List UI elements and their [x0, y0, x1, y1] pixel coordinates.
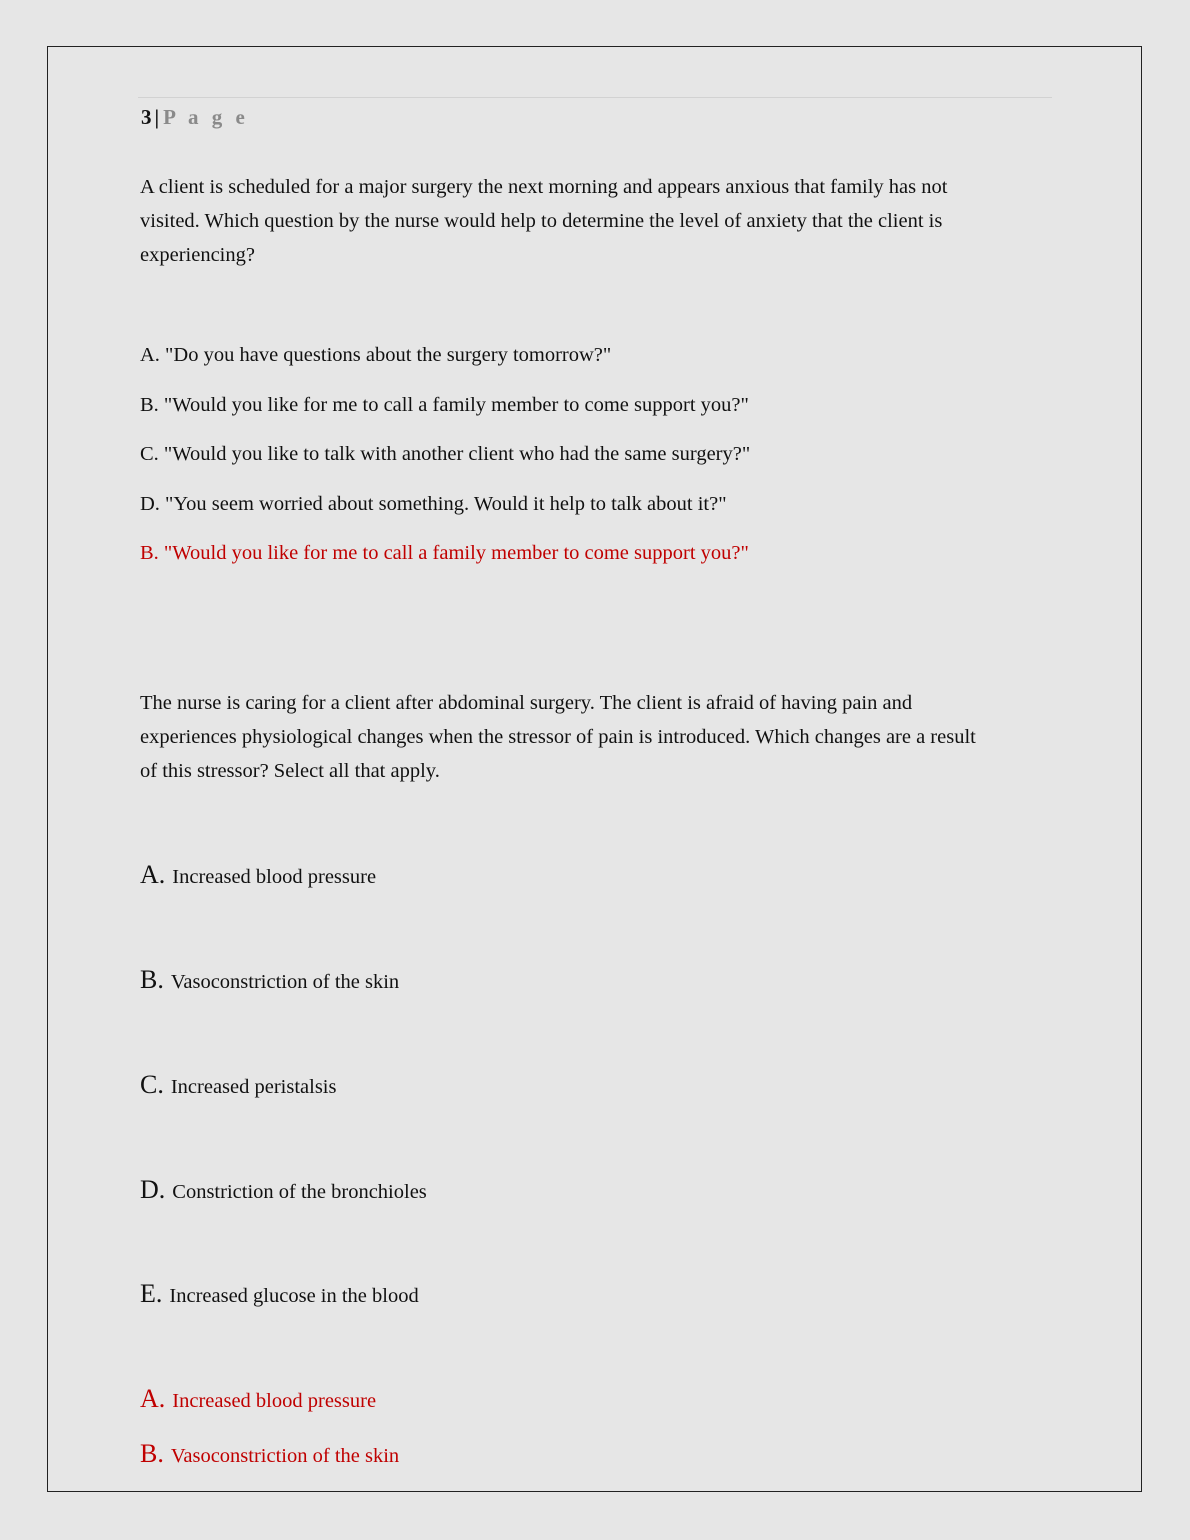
- q2-answer-b-text: Vasoconstriction of the skin: [170, 1445, 400, 1467]
- q2-option-d-text: Constriction of the bronchioles: [172, 1181, 427, 1203]
- q1-option-d: D. "You seem worried about something. Would it help to talk about it?": [140, 493, 727, 515]
- header-rule: [138, 97, 1052, 98]
- q1-answer: B. "Would you like for me to call a family member to come support you?": [140, 542, 749, 564]
- q2-answer-a-text: Increased blood pressure: [172, 1390, 377, 1412]
- q2-stem-line-3: of this stressor? Select all that apply.: [140, 760, 440, 782]
- q2-option-a-text: Increased blood pressure: [172, 866, 377, 888]
- q2-option-c-text: Increased peristalsis: [170, 1076, 337, 1098]
- q1-option-b: B. "Would you like for me to call a family member to come support you?": [140, 394, 749, 416]
- q1-stem-line-2: visited. Which question by the nurse would help to determine the level of anxiety that the client is: [140, 210, 943, 232]
- q2-stem-line-1: The nurse is caring for a client after abdominal surgery. The client is afraid of having pain and: [140, 692, 913, 714]
- q1-option-a: A. "Do you have questions about the surgery tomorrow?": [140, 344, 612, 366]
- q2-option-c: [140, 1068, 337, 1104]
- q2-answer-a: [140, 1382, 376, 1418]
- q2-option-b-letter: B.: [140, 965, 164, 994]
- q2-option-e-text: Increased glucose in the blood: [169, 1285, 419, 1307]
- page-word: P a g e: [163, 105, 249, 129]
- page-number-header: [141, 103, 249, 131]
- q1-stem-line-3: experiencing?: [140, 244, 255, 266]
- page-number: 3: [141, 105, 152, 129]
- q2-option-c-letter: C.: [140, 1070, 164, 1099]
- q2-option-d: [140, 1173, 427, 1209]
- q2-option-e: [140, 1277, 419, 1313]
- q1-stem-line-1: A client is scheduled for a major surgery the next morning and appears anxious that family has not: [140, 176, 948, 198]
- q2-option-a: [140, 858, 376, 894]
- page-separator: |: [154, 105, 160, 129]
- q2-option-e-letter: E.: [140, 1279, 163, 1308]
- q2-option-d-letter: D.: [140, 1175, 166, 1204]
- q1-option-c: C. "Would you like to talk with another client who had the same surgery?": [140, 443, 751, 465]
- q2-option-a-letter: A.: [140, 860, 166, 889]
- q2-stem-line-2: experiences physiological changes when the stressor of pain is introduced. Which changes are a result: [140, 726, 976, 748]
- q2-option-b: [140, 963, 399, 999]
- q2-answer-a-letter: A.: [140, 1384, 166, 1413]
- q2-option-b-text: Vasoconstriction of the skin: [170, 971, 400, 993]
- q2-answer-b: [140, 1437, 399, 1473]
- q2-answer-b-letter: B.: [140, 1439, 164, 1468]
